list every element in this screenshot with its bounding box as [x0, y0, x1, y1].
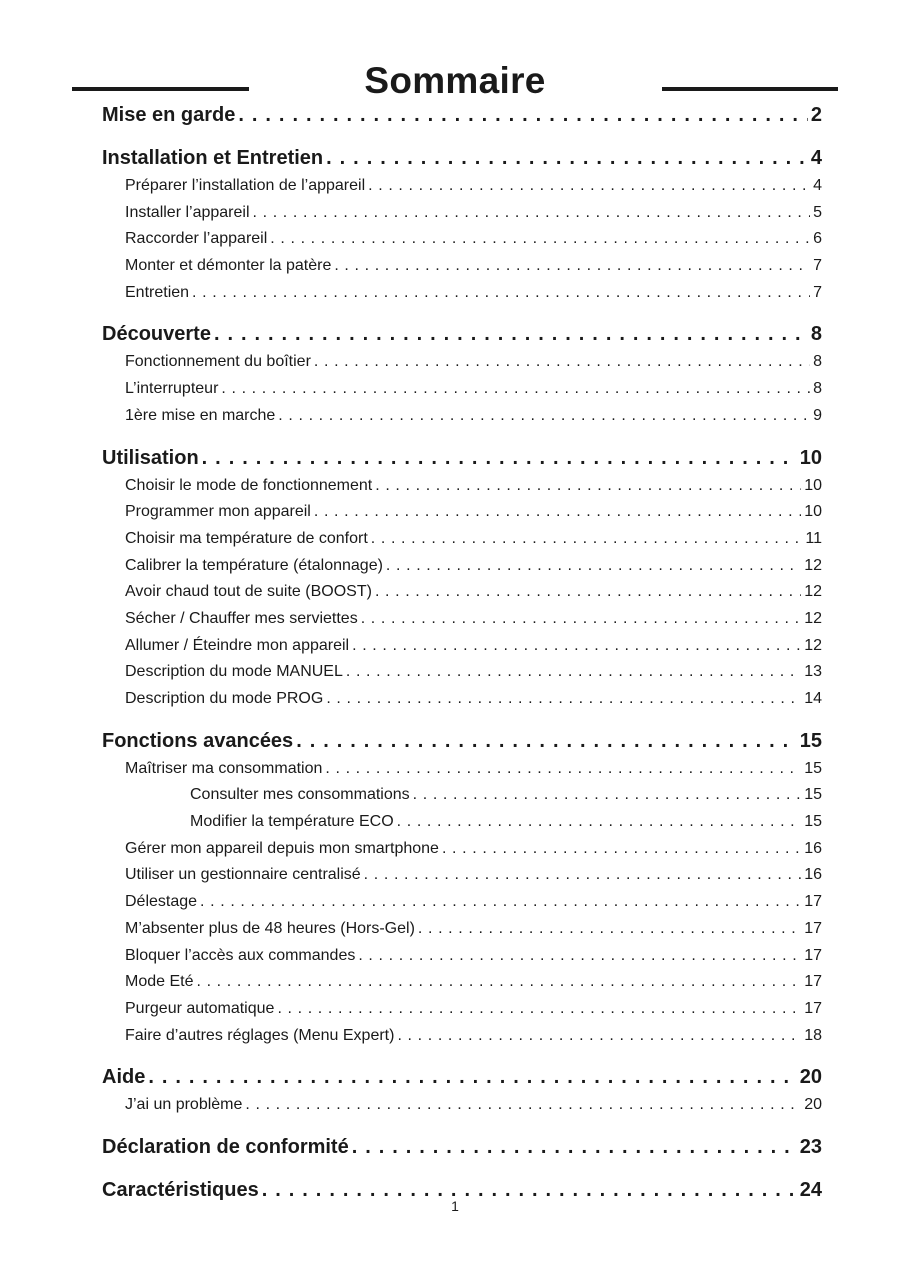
toc-entry-page: 18	[804, 1026, 822, 1044]
toc-entry-label: Maîtriser ma consommation	[125, 759, 323, 777]
toc-entry[interactable]	[102, 473, 822, 500]
toc-entry-label: Bloquer l’accès aux commandes	[125, 946, 356, 964]
toc-entry-page: 17	[804, 999, 822, 1017]
dot-leader	[314, 499, 801, 526]
toc-entry-page: 12	[804, 583, 822, 601]
toc-entry[interactable]	[102, 403, 822, 430]
dot-leader	[413, 782, 802, 809]
toc-entry-page: 24	[799, 1178, 822, 1201]
dot-leader	[364, 862, 802, 889]
toc-entry-page: 17	[804, 919, 822, 937]
toc-entry-page: 15	[799, 729, 822, 752]
toc-entry-label: Mode Eté	[125, 973, 194, 991]
toc-entry[interactable]	[102, 996, 822, 1023]
dot-leader	[375, 579, 801, 606]
toc-entry[interactable]	[102, 376, 822, 403]
toc-entry-label: Calibrer la température (étalonnage)	[125, 556, 383, 574]
toc-entry-label: Description du mode MANUEL	[125, 663, 343, 681]
toc-entry-page: 15	[804, 786, 822, 804]
toc-entry[interactable]	[102, 916, 822, 943]
toc-entry-page: 17	[804, 946, 822, 964]
toc-entry-page: 20	[804, 1096, 822, 1114]
toc-entry[interactable]	[102, 633, 822, 660]
toc-entry-label: 1ère mise en marche	[125, 406, 276, 424]
toc-section	[102, 319, 822, 429]
toc-entry-page: 14	[804, 690, 822, 707]
toc-entry-page: 8	[813, 353, 822, 371]
toc-subentry[interactable]	[102, 809, 822, 836]
toc-entry-page: 15	[804, 759, 822, 777]
toc-entry-page: 8	[810, 323, 822, 346]
title-rule-right	[662, 87, 838, 91]
toc-entry-label: Découverte	[102, 323, 211, 346]
toc-entry[interactable]	[102, 606, 822, 633]
toc-section	[102, 443, 822, 713]
toc-entry-label: Délestage	[125, 893, 198, 911]
toc-entry-page: 8	[813, 380, 822, 398]
toc-entry-page: 10	[804, 503, 822, 521]
toc-entry-label: Déclaration de conformité	[102, 1135, 349, 1158]
page-title: Sommaire	[364, 60, 546, 101]
toc-entry-page: 6	[813, 230, 822, 248]
toc-entry-label: Gérer mon appareil depuis mon smartphone	[125, 839, 439, 857]
toc-entry[interactable]	[102, 969, 822, 996]
toc-entry-label: Mise en garde	[102, 104, 236, 126]
dot-leader	[326, 686, 801, 713]
toc-entry-page: 20	[799, 1066, 822, 1089]
toc-entry-label: Installer l’appareil	[125, 203, 250, 221]
toc-entry-label: Purgeur automatique	[125, 999, 275, 1017]
toc-entry-label: M’absenter plus de 48 heures (Hors-Gel)	[125, 919, 415, 937]
toc-entry-page: 12	[804, 636, 822, 654]
dot-leader	[361, 606, 802, 633]
toc-entry-page: 13	[804, 663, 822, 681]
toc-entry[interactable]	[102, 253, 822, 280]
dot-leader	[442, 836, 801, 863]
dot-leader	[270, 226, 810, 253]
toc-section	[102, 1062, 822, 1119]
toc-entry[interactable]	[102, 349, 822, 376]
page-number: 1	[451, 1198, 459, 1214]
toc-entry-page: 11	[805, 529, 822, 547]
dot-leader	[358, 943, 801, 970]
toc-entry[interactable]	[102, 526, 822, 553]
toc-entry-page: 12	[804, 609, 822, 627]
toc-entry-page: 10	[799, 446, 822, 469]
dot-leader	[238, 100, 807, 130]
toc-entry-label: Fonctions avancées	[102, 729, 294, 752]
toc-entry-label: Choisir ma température de confort	[125, 529, 368, 547]
dot-leader	[148, 1062, 796, 1092]
toc-entry-page: 7	[813, 257, 822, 275]
toc-entry-label: Utilisation	[102, 446, 199, 469]
toc-section-heading[interactable]	[102, 726, 822, 756]
dot-leader	[314, 349, 810, 376]
toc-entry-page: 23	[799, 1135, 822, 1158]
toc-entry-label: L’interrupteur	[125, 380, 219, 398]
dot-leader	[397, 809, 802, 836]
toc-section-heading[interactable]	[102, 100, 822, 130]
toc-entry[interactable]	[102, 756, 822, 783]
toc-entry-label: Programmer mon appareil	[125, 503, 311, 521]
toc-entry[interactable]	[102, 499, 822, 526]
dot-leader	[334, 253, 810, 280]
toc-entry-label: Faire d’autres réglages (Menu Expert)	[125, 1026, 395, 1044]
toc-entry[interactable]	[102, 1092, 822, 1119]
dot-leader	[196, 969, 801, 996]
toc-entry-label: Aide	[102, 1066, 146, 1089]
dot-leader	[221, 376, 810, 403]
toc-entry-page: 5	[813, 203, 822, 221]
toc-section	[102, 1132, 822, 1162]
dot-leader	[325, 756, 801, 783]
dot-leader	[202, 443, 797, 473]
toc-entry[interactable]	[102, 280, 822, 307]
toc-entry[interactable]	[102, 889, 822, 916]
toc-entry-page: 7	[813, 283, 822, 301]
toc-entry[interactable]	[102, 200, 822, 227]
dot-leader	[352, 1132, 797, 1162]
toc-entry[interactable]	[102, 1023, 822, 1050]
toc-section	[102, 143, 822, 306]
dot-leader	[397, 1023, 801, 1050]
toc-entry-label: Choisir le mode de fonctionnement	[125, 476, 373, 494]
dot-leader	[386, 553, 801, 580]
toc-entry-page: 16	[804, 866, 822, 884]
dot-leader	[277, 996, 801, 1023]
toc-entry-label: Utiliser un gestionnaire centralisé	[125, 866, 361, 884]
toc-entry-page: 9	[813, 406, 822, 424]
toc-entry[interactable]	[102, 836, 822, 863]
dot-leader	[245, 1092, 801, 1119]
toc-entry[interactable]	[102, 173, 822, 200]
toc-section	[102, 726, 822, 1050]
dot-leader	[368, 173, 810, 200]
toc-entry-page: 15	[804, 813, 822, 831]
toc-entry-page: 4	[810, 147, 822, 169]
toc-entry-page: 17	[804, 973, 822, 991]
toc-section-heading[interactable]	[102, 319, 822, 349]
toc-entry[interactable]	[102, 943, 822, 970]
dot-leader	[418, 916, 801, 943]
toc-entry[interactable]	[102, 686, 822, 713]
toc-section	[102, 100, 822, 130]
toc-entry-page: 17	[804, 893, 822, 911]
dot-leader	[192, 280, 810, 307]
toc-entry[interactable]	[102, 659, 822, 686]
table-of-contents	[102, 100, 822, 1205]
toc-entry-label: Installation et Entretien	[102, 147, 324, 169]
toc-entry-page: 12	[804, 556, 822, 574]
dot-leader	[375, 473, 801, 500]
toc-entry-page: 4	[813, 177, 822, 194]
toc-section-heading[interactable]	[102, 443, 822, 473]
toc-section-heading[interactable]	[102, 1132, 822, 1162]
toc-entry-page: 16	[804, 839, 822, 857]
toc-entry-label: Consulter mes consommations	[190, 786, 410, 804]
toc-entry-label: Monter et démonter la patère	[125, 257, 332, 275]
toc-entry-label: Modifier la température ECO	[190, 813, 394, 831]
toc-entry-label: Allumer / Éteindre mon appareil	[125, 636, 350, 654]
toc-entry-page: 2	[810, 104, 822, 126]
dot-leader	[371, 526, 803, 553]
toc-subentry[interactable]	[102, 782, 822, 809]
toc-entry-label: Caractéristiques	[102, 1178, 259, 1201]
toc-entry-label: Sécher / Chauffer mes serviettes	[125, 609, 358, 627]
toc-entry-label: Fonctionnement du boîtier	[125, 353, 311, 371]
toc-section-heading[interactable]	[102, 143, 822, 173]
dot-leader	[214, 319, 808, 349]
toc-entry-label: Préparer l’installation de l’appareil	[125, 177, 366, 194]
dot-leader	[296, 726, 797, 756]
toc-entry[interactable]	[102, 862, 822, 889]
dot-leader	[352, 633, 801, 660]
toc-entry-label: J’ai un problème	[125, 1096, 243, 1114]
dot-leader	[326, 143, 808, 173]
toc-entry-label: Raccorder l’appareil	[125, 230, 268, 248]
toc-entry[interactable]	[102, 553, 822, 580]
toc-entry-label: Avoir chaud tout de suite (BOOST)	[125, 583, 372, 601]
dot-leader	[346, 659, 801, 686]
toc-entry[interactable]	[102, 226, 822, 253]
dot-leader	[253, 200, 811, 227]
dot-leader	[200, 889, 801, 916]
toc-entry[interactable]	[102, 579, 822, 606]
toc-section-heading[interactable]	[102, 1062, 822, 1092]
toc-entry-label: Entretien	[125, 283, 190, 301]
dot-leader	[278, 403, 810, 430]
toc-entry-label: Description du mode PROG	[125, 690, 324, 707]
toc-entry-page: 10	[804, 476, 822, 494]
